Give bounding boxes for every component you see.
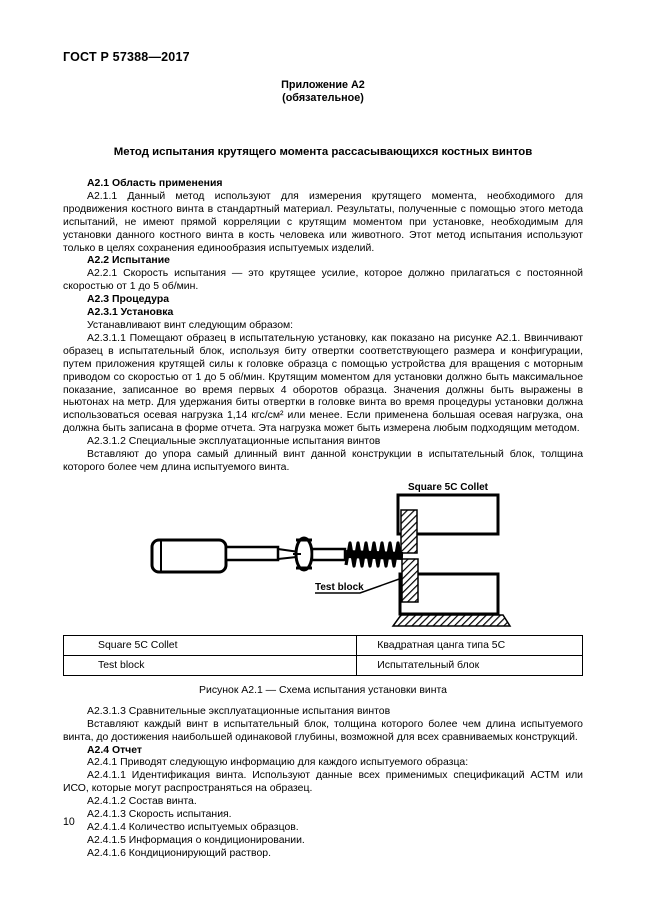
- paragraph: А2.2.1 Скорость испытания — это крутящее усилие, которое должно прилагаться с постоянной скоростью от 1 до 5 об/мин.: [63, 268, 583, 293]
- table-row: [64, 655, 583, 675]
- appendix-type: (обязательное): [282, 92, 364, 104]
- paragraph: Вставляют каждый винт в испытательный блок, толщина которого более чем длина испытуемого винта, до достижения наибольшей одинаковой глубины, возможной для всех сравниваемых конструкций.: [63, 718, 583, 743]
- figure-drawing: [63, 479, 583, 629]
- driver-handle: [152, 540, 226, 572]
- body-text-bottom: [63, 706, 583, 861]
- section-heading: А2.3 Процедура: [87, 294, 170, 306]
- paragraph: А2.4.1.2 Состав винта.: [87, 796, 197, 808]
- table-row: [64, 635, 583, 655]
- section-heading: А2.2 Испытание: [87, 255, 170, 267]
- fixture-base: [393, 615, 510, 626]
- paragraph: А2.4.1.6 Кондиционирующий раствор.: [87, 847, 271, 859]
- section-heading: А2.3.1 Установка: [87, 307, 174, 319]
- paragraph: А2.4.1.5 Информация о кондиционировании.: [87, 834, 305, 846]
- legend-term-ru: Испытательный блок: [357, 655, 583, 675]
- figure-caption: Рисунок А2.1 — Схема испытания установки винта: [199, 684, 447, 696]
- paragraph: А2.1.1 Данный метод используют для измерения крутящего момента, необходимого для продвижения костного винта в стандартный материал. Результаты, полученные с помощью этого метода испытаний, не имеют прямой корреляции с крутящим моментом при установке, необходимым для установки данного костного винта в кость человека или животного. Этот метод испытания используют только в целях сохранения единообразия испытуемых изделий.: [63, 190, 583, 254]
- paragraph: А2.4.1 Приводят следующую информацию для каждого испытуемого образца:: [87, 757, 469, 769]
- paragraph: А2.4.1.4 Количество испытуемых образцов.: [87, 822, 299, 833]
- figure-legend-table: [63, 635, 583, 676]
- page-number: 10: [63, 816, 75, 828]
- body-text-top: [63, 178, 583, 475]
- paragraph: А2.3.1.3 Сравнительные эксплуатационные испытания винтов: [87, 705, 391, 717]
- test-block-label: Test block: [315, 581, 364, 593]
- paragraph: Вставляют до упора самый длинный винт данной конструкции в испытательный блок, толщина которого более чем длина испытуемого винта.: [63, 449, 583, 473]
- standard-number: ГОСТ Р 57388—2017: [63, 50, 190, 64]
- test-block-lower: [402, 559, 418, 602]
- legend-term-en: Test block: [64, 655, 357, 675]
- appendix-label: Приложение А2: [281, 79, 365, 91]
- test-block-upper: [401, 510, 417, 553]
- legend-term-en: Square 5C Collet: [64, 635, 357, 655]
- appendix-block: [63, 79, 583, 105]
- section-heading: А2.4 Отчет: [87, 744, 143, 756]
- paragraph: А2.4.1.1 Идентификация винта. Используют данные всех применимых спецификаций АСТМ или ИСО, которые могут распространяться на образец.: [63, 770, 583, 795]
- collet-label: Square 5C Collet: [407, 481, 489, 493]
- driver-shaft: [226, 547, 278, 560]
- paragraph: А2.3.1.2 Специальные эксплуатационные испытания винтов: [87, 436, 381, 448]
- installation-test-figure: [63, 479, 583, 696]
- legend-term-ru: Квадратная цанга типа 5С: [357, 635, 583, 655]
- screw-shank: [312, 549, 345, 560]
- section-heading: А2.1 Область применения: [87, 178, 223, 189]
- paragraph: А2.3.1.1 Помещают образец в испытательную установку, как показано на рисунке А2.1. Ввинчивают образец в испытательный блок, используя биту отвертки соответствующего размера и конфигурации, путем приложения крутящей силы к головке образца с помощью устройства для вращения с моторным приводом со скоростью от 1 до 5 об/мин. Крутящим моментом для установки должно быть максимальное показание, записанное во время первых 4 оборотов образца. Значения должны быть выражены в ньютонах на метр. Для удержания биты отвертки в головке винта во время процедуры установки должна использоваться осевая нагрузка 1,14 кгс/см² или менее. Если применена большая осевая нагрузка, она должна быть записана в форме отчета. Эта нагрузка может быть измерена любым подходящим методом.: [63, 332, 583, 435]
- paragraph: Устанавливают винт следующим образом:: [87, 319, 294, 331]
- paragraph: А2.4.1.3 Скорость испытания.: [87, 809, 232, 821]
- page-title: Метод испытания крутящего момента рассасывающихся костных винтов: [113, 146, 533, 158]
